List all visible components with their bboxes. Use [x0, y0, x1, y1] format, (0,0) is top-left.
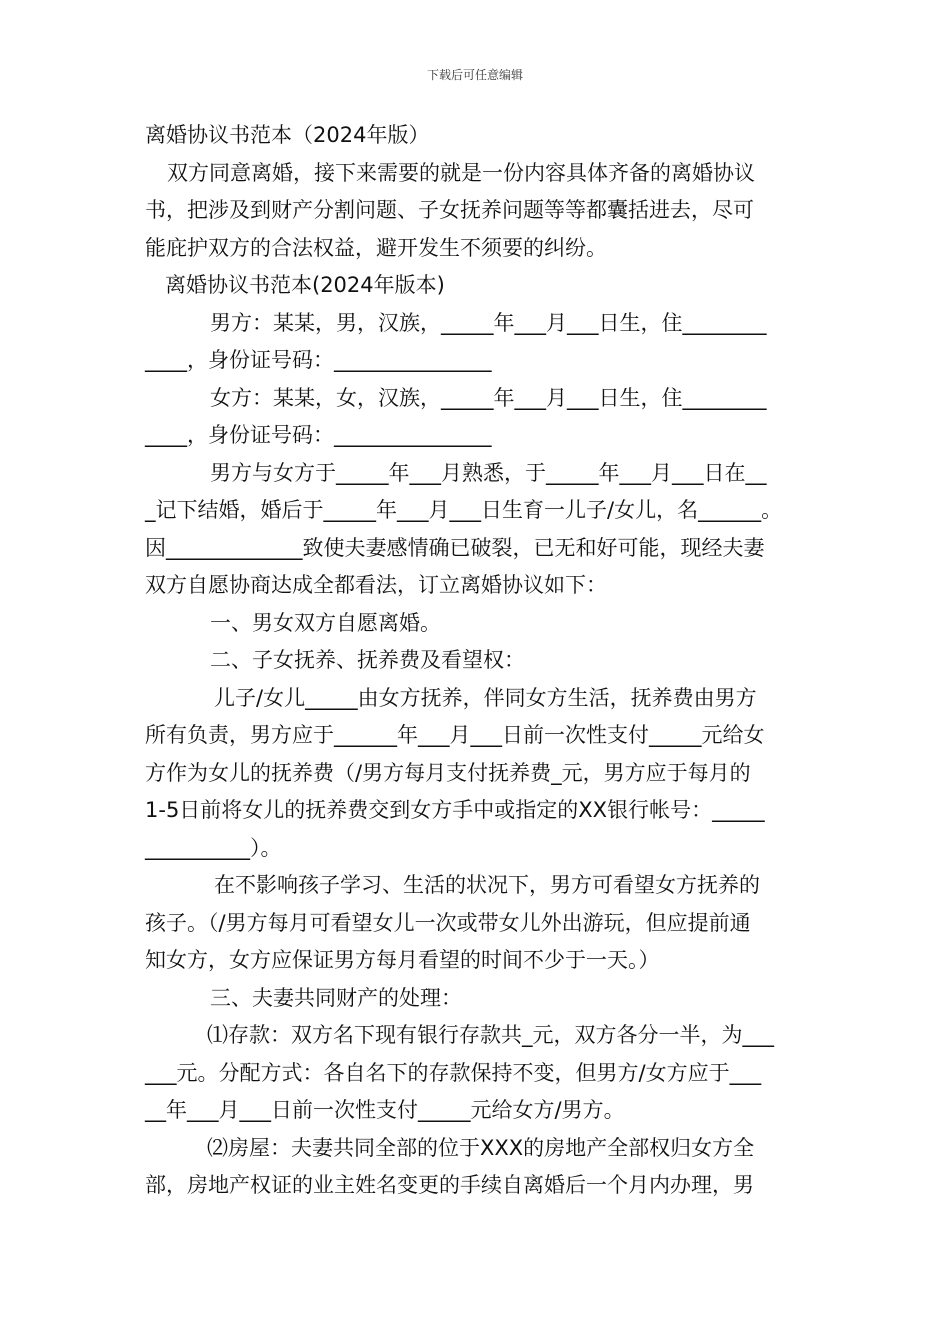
document-title: 离婚协议书范本（2024年版）	[145, 123, 430, 147]
paragraph-line: 所有负责，男方应于______年___月___日前一次性支付_____元给女	[145, 723, 765, 747]
paragraph-line: 书，把涉及到财产分割问题、子女抚养问题等等都囊括进去，尽可	[145, 198, 754, 222]
paragraph-line: 二、子女抚养、抚养费及看望权：	[210, 648, 525, 672]
paragraph-line: 部，房地产权证的业主姓名变更的手续自离婚后一个月内办理，男	[145, 1173, 754, 1197]
paragraph-line: ____，身份证号码：_______________	[145, 348, 492, 372]
paragraph-line: __年___月___日前一次性支付_____元给女方/男方。	[145, 1098, 625, 1122]
paragraph-line: 男方与女方于_____年___月熟悉，于_____年___月___日在__	[210, 461, 767, 485]
paragraph-line: 女方：某某，女，汉族，_____年___月___日生，住________	[210, 386, 767, 410]
paragraph-line: ⑵房屋：夫妻共同全部的位于XXX的房地产全部权归女方全	[207, 1136, 755, 1160]
paragraph-line: 三、夫妻共同财产的处理：	[210, 986, 462, 1010]
paragraph-line: 男方：某某，男，汉族，_____年___月___日生，住________	[210, 311, 767, 335]
paragraph-line: 知女方，女方应保证男方每月看望的时间不少于一天。）	[145, 948, 660, 972]
paragraph-line: 方作为女儿的抚养费（/男方每月支付抚养费_元，男方应于每月的	[145, 761, 751, 785]
paragraph-line: 双方同意离婚，接下来需要的就是一份内容具体齐备的离婚协议	[167, 161, 755, 185]
paragraph-line: ⑴存款：双方名下现有银行存款共_元，双方各分一半，为___	[207, 1023, 774, 1047]
paragraph-line: 孩子。（/男方每月可看望女儿一次或带女儿外出游玩，但应提前通	[145, 911, 751, 935]
paragraph-line: 双方自愿协商达成全都看法，订立离婚协议如下：	[145, 573, 607, 597]
section-title: 离婚协议书范本(2024年版本)	[165, 273, 445, 297]
paragraph-line: 1-5日前将女儿的抚养费交到女方手中或指定的XX银行帐号：_____	[145, 798, 765, 822]
paragraph-line: ____，身份证号码：_______________	[145, 423, 492, 447]
paragraph-line: 儿子/女儿_____由女方抚养，伴同女方生活，抚养费由男方	[214, 686, 757, 710]
paragraph-line: ___元。分配方式：各自名下的存款保持不变，但男方/女方应于___	[145, 1061, 762, 1085]
paragraph-line: 因_____________致使夫妻感情确已破裂，已无和好可能，现经夫妻	[145, 536, 765, 560]
paragraph-line: _记下结婚，婚后于_____年___月___日生育一儿子/女儿，名______。	[145, 498, 783, 522]
paragraph-line: 一、男女双方自愿离婚。	[210, 611, 441, 635]
paragraph-line: __________）。	[145, 836, 282, 860]
paragraph-line: 能庇护双方的合法权益，避开发生不须要的纠纷。	[145, 236, 607, 260]
page-header: 下载后可任意编辑	[426, 68, 523, 82]
paragraph-line: 在不影响孩子学习、生活的状况下，男方可看望女方抚养的	[214, 873, 760, 897]
